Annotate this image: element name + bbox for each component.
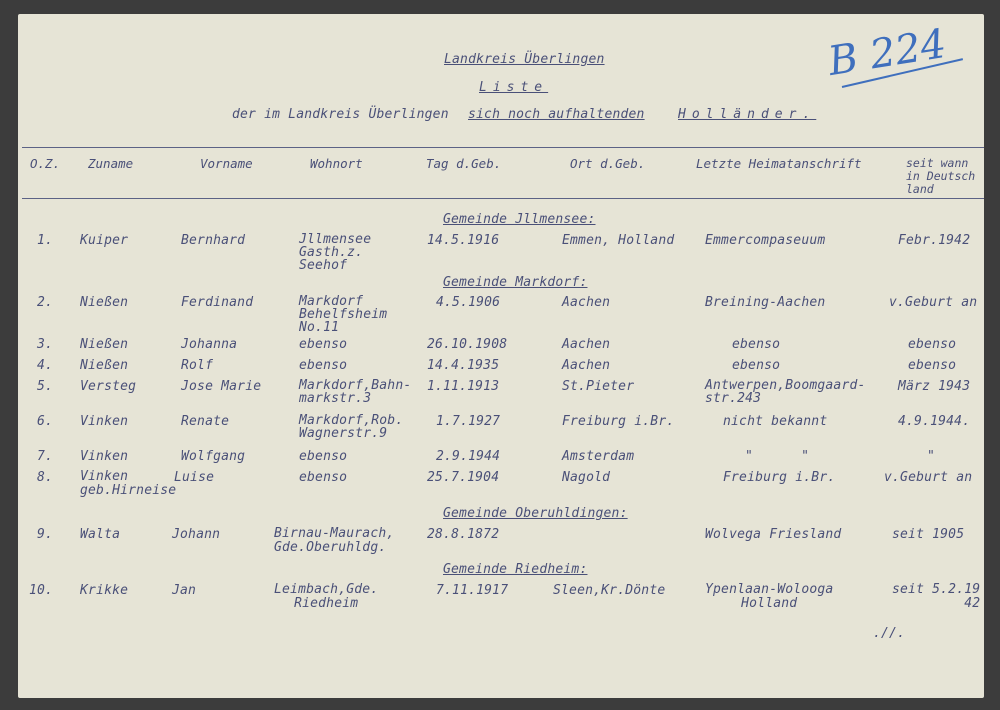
row-8-geburtstag: 25.7.1904 [427,470,500,485]
district-heading: Landkreis Überlingen [444,52,605,67]
row-2-vorname: Ferdinand [181,295,254,310]
row-2-zuname: Nießen [80,295,129,310]
row-6-geburtstag: 1.7.1927 [436,414,501,429]
row-9-vorname: Johann [172,527,221,542]
table-top-rule [22,147,984,148]
row-8-oz: 8. [37,470,54,485]
row-9-geburtstag: 28.8.1872 [427,527,500,542]
row-3-wohnort: ebenso [299,337,348,352]
row-5-vorname: Jose Marie [181,379,262,394]
row-5-geburtstag: 1.11.1913 [427,379,500,394]
row-6-vorname: Renate [181,414,230,429]
row-1-oz: 1. [37,233,54,248]
row-4-vorname: Rolf [181,358,214,373]
row-2-oz: 2. [37,295,54,310]
row-5-seit-wann: März 1943 [898,379,971,394]
row-8-seit-wann: v.Geburt an [884,470,973,485]
subtitle-nation: Holländer. [678,107,817,122]
continuation-mark: .//. [873,626,906,641]
row-5-oz: 5. [37,379,54,394]
row-10-geburtstag: 7.11.1917 [436,583,509,598]
col-header-oz: O.Z. [30,156,61,171]
section-heading-riedheim: Gemeinde Riedheim: [443,562,588,577]
section-heading-oberuhldingen: Gemeinde Oberuhldingen: [443,506,628,521]
row-4-seit-wann: ebenso [908,358,957,373]
row-7-zuname: Vinken [80,449,129,464]
row-6-heimatanschrift: nicht bekannt [723,414,828,429]
row-2-seit-wann: v.Geburt an [889,295,978,310]
row-6-seit-wann: 4.9.1944. [898,414,971,429]
row-2-wohnort: Markdorf Behelfsheim No.11 [299,294,388,335]
row-5-geburtsort: St.Pieter [562,379,635,394]
row-1-heimatanschrift: Emmercompaseuum [705,233,826,248]
row-9-wohnort: Birnau-Maurach, Gde.Oberuhldg. [274,526,395,555]
row-4-wohnort: ebenso [299,358,348,373]
row-4-geburtsort: Aachen [562,358,611,373]
row-5-heimatanschrift: Antwerpen,Boomgaard- str.243 [705,378,866,406]
col-header-wohnort: Wohnort [310,156,363,171]
table-header-rule [22,198,984,199]
row-8-heimatanschrift: Freiburg i.Br. [723,470,836,485]
row-4-oz: 4. [37,358,54,373]
row-3-geburtsort: Aachen [562,337,611,352]
row-9-seit-wann: seit 1905 [892,527,965,542]
section-heading-markdorf: Gemeinde Markdorf: [443,275,588,290]
row-2-geburtstag: 4.5.1906 [436,295,501,310]
row-6-geburtsort: Freiburg i.Br. [562,414,675,429]
row-9-zuname: Walta [80,527,121,542]
list-title: Liste [479,80,549,95]
row-4-geburtstag: 14.4.1935 [427,358,500,373]
row-3-oz: 3. [37,337,54,352]
row-1-wohnort: Jllmensee Gasth.z. Seehof [299,232,372,273]
row-3-heimatanschrift: ebenso [732,337,781,352]
row-7-wohnort: ebenso [299,449,348,464]
row-1-seit-wann: Febr.1942 [898,233,971,248]
row-2-heimatanschrift: Breining-Aachen [705,295,826,310]
col-header-heimatanschrift: Letzte Heimatanschrift [696,156,862,171]
row-3-seit-wann: ebenso [908,337,957,352]
row-10-seit-wann: seit 5.2.19 42 [892,582,981,611]
row-9-oz: 9. [37,527,54,542]
row-10-wohnort: Leimbach,Gde. Riedheim [274,582,379,611]
row-3-vorname: Johanna [181,337,238,352]
col-header-seit-wann: seit wann in Deutsch land [906,156,976,196]
row-8-wohnort: ebenso [299,470,348,485]
row-8-geburtsort: Nagold [562,470,611,485]
row-5-zuname: Versteg [80,379,137,394]
col-header-geburtsort: Ort d.Geb. [570,156,646,171]
row-10-geburtsort: Sleen,Kr.Dönte [553,583,666,598]
row-4-heimatanschrift: ebenso [732,358,781,373]
row-9-heimatanschrift: Wolvega Friesland [705,527,842,542]
row-6-zuname: Vinken [80,414,129,429]
subtitle-underlined: sich noch aufhaltenden [468,107,645,122]
row-2-geburtsort: Aachen [562,295,611,310]
section-heading-jllmensee: Gemeinde Jllmensee: [443,212,596,227]
row-1-zuname: Kuiper [80,233,129,248]
row-7-vorname: Wolfgang [181,449,246,464]
row-3-zuname: Nießen [80,337,129,352]
row-6-oz: 6. [37,414,54,429]
row-1-geburtsort: Emmen, Holland [562,233,675,248]
row-7-geburtstag: 2.9.1944 [436,449,501,464]
row-10-oz: 10. [29,583,54,598]
row-7-heimatanschrift: " " [745,449,810,464]
row-7-seit-wann: " [927,449,936,464]
row-7-oz: 7. [37,449,54,464]
row-3-geburtstag: 26.10.1908 [427,337,508,352]
col-header-zuname: Zuname [88,156,134,171]
row-6-wohnort: Markdorf,Rob. Wagnerstr.9 [299,413,404,441]
col-header-vorname: Vorname [200,156,253,171]
row-10-vorname: Jan [172,583,197,598]
row-10-zuname: Krikke [80,583,129,598]
row-5-wohnort: Markdorf,Bahn- markstr.3 [299,378,412,406]
col-header-geburtstag: Tag d.Geb. [426,156,502,171]
row-8-vorname: Luise [174,470,215,485]
row-7-geburtsort: Amsterdam [562,449,635,464]
row-10-heimatanschrift: Ypenlaan-Wolooga Holland [705,582,834,611]
row-1-geburtstag: 14.5.1916 [427,233,500,248]
row-4-zuname: Nießen [80,358,129,373]
handwritten-archive-number: B 224 [825,21,950,85]
subtitle-prefix: der im Landkreis Überlingen [232,107,449,122]
row-8-zuname: Vinken geb.Hirneise [80,469,177,498]
row-1-vorname: Bernhard [181,233,246,248]
